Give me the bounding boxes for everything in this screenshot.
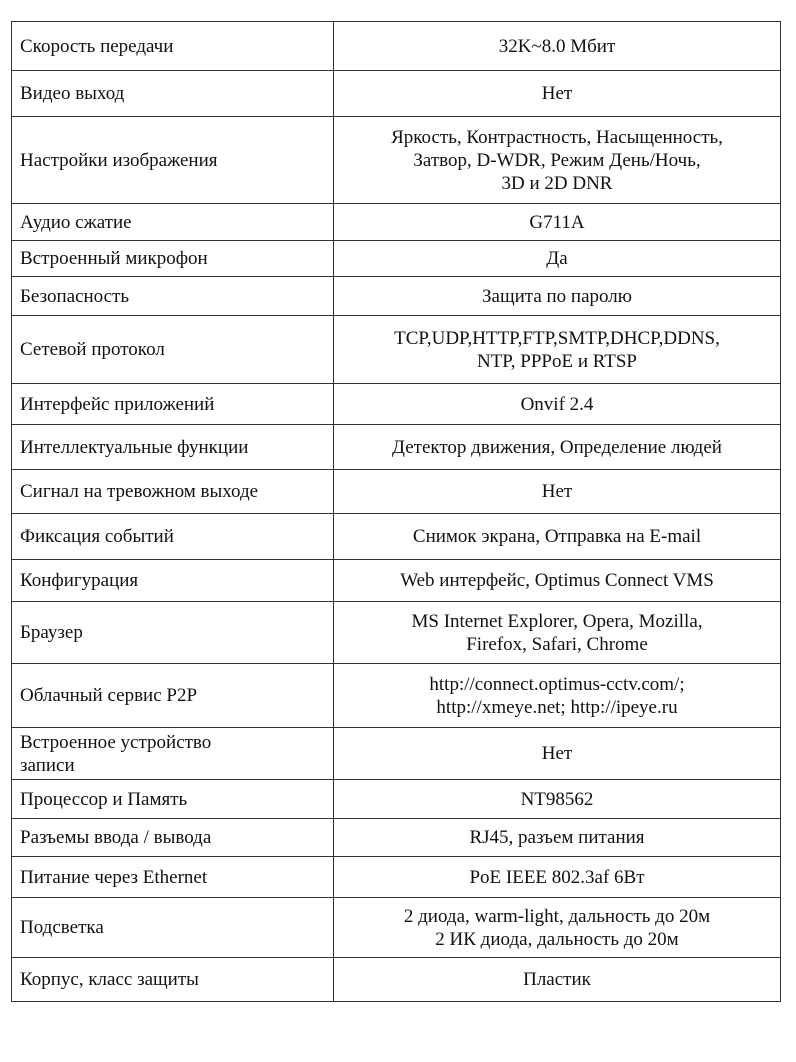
spec-label: Сигнал на тревожном выходе [20,481,259,502]
spec-label: Встроенный микрофон [20,248,208,269]
spec-value-cell [334,664,781,728]
spec-label: Корпус, класс защиты [20,969,199,990]
table-row [12,241,781,277]
spec-label-cell [12,514,334,560]
spec-label: Скорость передачи [20,35,174,57]
spec-label-cell [12,71,334,117]
spec-value: Да [546,248,568,269]
spec-label: Питание через Ethernet [20,866,208,888]
table-row [12,728,781,780]
spec-label-cell [12,204,334,241]
spec-value-cell [334,384,781,425]
table-row [12,470,781,514]
spec-value: Web интерфейс, Optimus Connect VMS [400,570,714,591]
spec-value: Нет [541,83,573,104]
spec-value: NT98562 [520,788,594,810]
spec-label-cell [12,22,334,71]
spec-value-cell [334,560,781,602]
spec-value-cell [334,602,781,664]
spec-value: Пластик [523,969,591,990]
spec-label-cell [12,384,334,425]
spec-value: TCP,UDP,HTTP,FTP,SMTP,DHCP,DDNS, [394,327,720,349]
table-row [12,560,781,602]
spec-label-cell [12,241,334,277]
spec-value: Onvif 2.4 [520,393,594,415]
table-row [12,819,781,857]
table-row [12,22,781,71]
table-row [12,514,781,560]
spec-label-cell [12,277,334,316]
spec-value: Нет [541,743,573,764]
spec-value: http://connect.optimus-cctv.com/; [429,673,685,695]
spec-label: Встроенное устройство [20,731,212,753]
table-row [12,117,781,204]
spec-label-cell [12,898,334,958]
spec-label-cell [12,857,334,898]
spec-label-cell [12,728,334,780]
spec-value: Детектор движения, Определение людей [392,436,722,458]
table-row [12,277,781,316]
table-row [12,316,781,384]
spec-value: RJ45, разъем питания [469,827,645,848]
spec-value-cell [334,71,781,117]
spec-label: Интеллектуальные функции [20,436,249,458]
spec-value: Нет [541,481,573,502]
spec-value: 2 диода, warm-light, дальность до 20м [403,905,711,927]
spec-label: Облачный сервис P2P [20,685,198,706]
table-row [12,384,781,425]
spec-value: PoE IEEE 802.3af 6Вт [469,866,645,888]
spec-label: Фиксация событий [20,526,174,547]
spec-label-cell [12,117,334,204]
spec-value: 2 ИК диода, дальность до 20м [435,928,679,950]
spec-value: Снимок экрана, Отправка на E-mail [412,526,702,547]
spec-value-cell [334,780,781,819]
table-row [12,898,781,958]
spec-value: 3D и 2D DNR [501,172,613,194]
spec-label-cell [12,316,334,384]
spec-label: Сетевой протокол [20,339,165,360]
spec-label-cell [12,470,334,514]
table-row [12,958,781,1002]
table-row [12,857,781,898]
spec-value: Защита по паролю [482,285,632,307]
spec-value: MS Internet Explorer, Opera, Mozilla, [411,610,703,632]
spec-label: Конфигурация [20,570,139,591]
spec-label: записи [20,754,75,776]
table-row [12,664,781,728]
spec-label-cell [12,560,334,602]
spec-value: Firefox, Safari, Chrome [466,633,648,655]
spec-table [11,21,781,1002]
spec-value-cell [334,958,781,1002]
spec-value: NTP, PPPoE и RTSP [476,350,638,372]
table-row [12,602,781,664]
spec-value: 32K~8.0 Мбит [498,35,616,57]
spec-value-cell [334,22,781,71]
spec-label-cell [12,664,334,728]
spec-value-cell [334,277,781,316]
spec-value: G711A [529,211,585,233]
spec-value: Яркость, Контрастность, Насыщенность, [391,126,723,148]
spec-value-cell [334,470,781,514]
spec-value-cell [334,117,781,204]
table-row [12,204,781,241]
spec-value-cell [334,728,781,780]
spec-label-cell [12,425,334,470]
spec-label: Интерфейс приложений [20,393,215,415]
spec-value: http://xmeye.net; http://ipeye.ru [436,696,678,718]
spec-label: Подсветка [20,917,104,938]
spec-value-cell [334,514,781,560]
spec-table-body [12,22,781,1002]
spec-value: Затвор, D-WDR, Режим День/Ночь, [413,149,701,171]
spec-value-cell [334,819,781,857]
spec-label: Аудио сжатие [20,211,132,233]
spec-label-cell [12,819,334,857]
spec-label-cell [12,958,334,1002]
table-row [12,425,781,470]
table-row [12,71,781,117]
spec-label: Безопасность [20,285,130,307]
table-row [12,780,781,819]
spec-label: Разъемы ввода / вывода [20,827,212,848]
spec-value-cell [334,241,781,277]
spec-value-cell [334,898,781,958]
spec-label-cell [12,602,334,664]
spec-label: Видео выход [20,83,125,104]
spec-value-cell [334,857,781,898]
spec-value-cell [334,425,781,470]
spec-label: Настройки изображения [20,149,218,171]
spec-label: Процессор и Память [20,788,188,810]
spec-value-cell [334,204,781,241]
spec-label-cell [12,780,334,819]
spec-value-cell [334,316,781,384]
spec-label: Браузер [20,622,83,643]
